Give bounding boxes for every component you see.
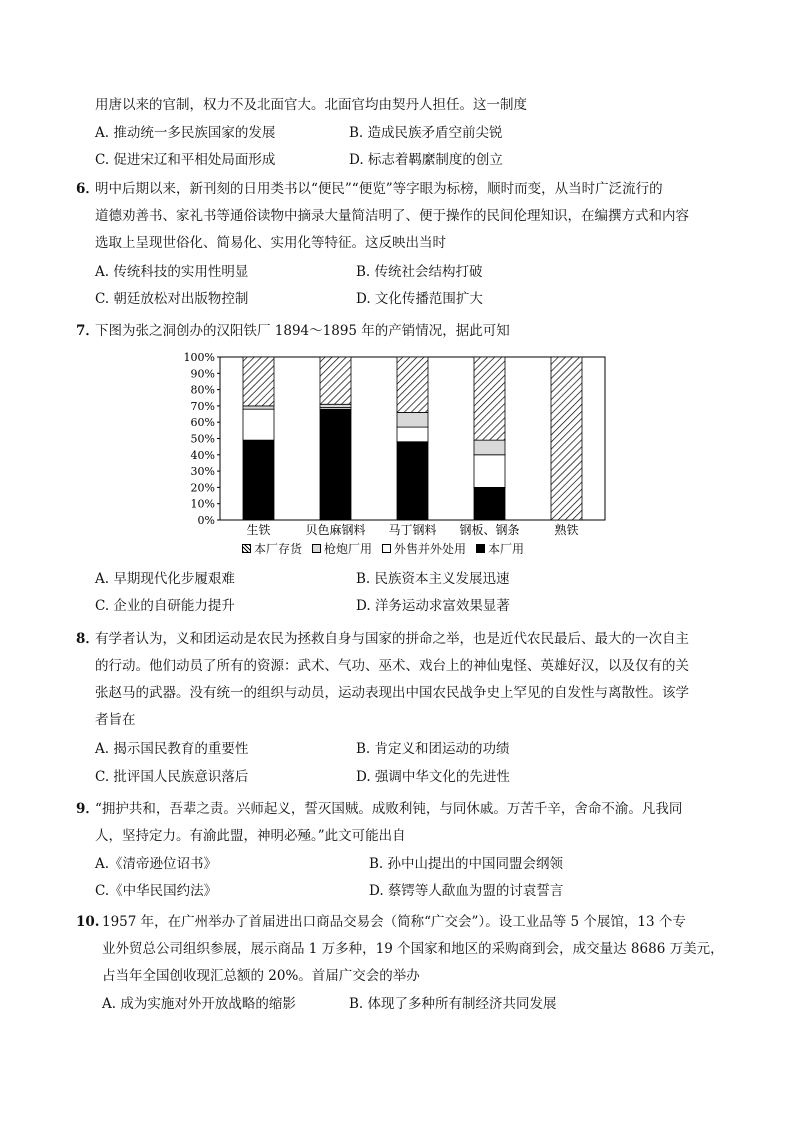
q9-stem-line-1: “拥护共和，吾辈之责。兴师起义，誓灭国贼。成败利钝，与同休戚。万苦千辛，舍命不渝。凡我同	[95, 801, 683, 817]
bar-segment	[320, 357, 351, 404]
legend-item-hatch	[242, 540, 302, 557]
stacked-bar-chart	[180, 346, 620, 546]
bar-segment	[243, 409, 274, 440]
legend-label: 本厂用	[488, 542, 525, 556]
y-tick-label: 70%	[190, 399, 215, 413]
legend-label: 枪炮厂用	[324, 542, 373, 556]
y-tick-label: 90%	[190, 367, 215, 381]
y-tick-label: 10%	[190, 497, 215, 511]
q6-stem-line-2: 道德劝善书、家礼书等通俗读物中摘录大量简洁明了、便于操作的民间伦理知识，在编撰方式和内容	[95, 208, 689, 224]
q6-option-c[interactable]: C. 朝廷放松对出版物控制	[95, 291, 249, 307]
q7-stem-line: 下图为张之洞创办的汉阳铁厂 1894～1895 年的产销情况，据此可知	[95, 323, 510, 339]
y-tick-label: 20%	[190, 481, 215, 495]
q7-option-b[interactable]: B. 民族资本主义发展迅速	[356, 571, 510, 587]
bar-segment	[243, 406, 274, 409]
q5-option-c[interactable]: C. 促进宋辽和平相处局面形成	[95, 152, 276, 168]
q5-stem-line: 用唐以来的官制，权力不及北面官大。北面官均由契丹人担任。这一制度	[95, 97, 527, 113]
chart-legend	[242, 540, 524, 557]
q10-stem-line-1: 1957 年，在广州举办了首届进出口商品交易会（简称“广交会”）。设工业品等 5 个展馆，13 个专	[102, 914, 686, 930]
q8-stem-line-2: 的行动。他们动员了所有的资源：武术、气功、巫术、戏台上的神仙鬼怪、英雄好汉，以及仅有的关	[95, 658, 689, 674]
x-category-label: 生铁	[246, 523, 271, 537]
q6-stem-line-1: 明中后期以来，新刊刻的日用类书以“便民”“便览”等字眼为标榜，顺时而变，从当时广泛流行的	[95, 181, 663, 197]
q5-option-a[interactable]: A. 推动统一多民族国家的发展	[95, 125, 276, 141]
legend-item-white	[382, 540, 466, 557]
q8-stem-line-3: 张赵马的武器。没有统一的组织与动员，运动表现出中国农民战争史上罕见的自发性与离散性。该学	[95, 685, 689, 701]
bar-segment	[474, 487, 505, 520]
q7-chart	[180, 346, 620, 561]
y-tick-label: 50%	[190, 432, 215, 446]
x-category-label: 钢板、钢条	[459, 523, 520, 537]
bar-segment	[474, 440, 505, 455]
legend-swatch-white	[382, 544, 391, 553]
legend-item-black	[476, 540, 524, 557]
bar-segment	[474, 357, 505, 440]
q7-option-c[interactable]: C. 企业的自研能力提升	[95, 598, 235, 614]
bar-segment	[243, 357, 274, 406]
x-category-label: 马丁钢料	[388, 523, 437, 537]
q8-option-d[interactable]: D. 强调中华文化的先进性	[356, 769, 510, 785]
legend-swatch-hatch	[242, 544, 251, 553]
q6-option-d[interactable]: D. 文化传播范围扩大	[356, 291, 483, 307]
q7-option-a[interactable]: A. 早期现代化步履艰难	[95, 571, 235, 587]
legend-label: 外售并外处用	[394, 542, 467, 556]
q8-stem-line-1: 有学者认为，义和团运动是农民为拯救自身与国家的拼命之举，也是近代农民最后、最大的一次自主	[95, 631, 689, 647]
y-tick-label: 0%	[197, 514, 215, 527]
bar-segment	[397, 357, 428, 412]
q9-number: 9．	[76, 801, 99, 817]
legend-label: 本厂存货	[254, 542, 303, 556]
q6-option-a[interactable]: A. 传统科技的实用性明显	[95, 264, 249, 280]
q8-stem-line-4: 者旨在	[95, 712, 136, 728]
y-tick-label: 40%	[190, 448, 215, 462]
q8-option-b[interactable]: B. 肯定义和团运动的功绩	[356, 741, 510, 757]
legend-swatch-gray	[312, 544, 321, 553]
q6-stem-line-3: 选取上呈现世俗化、简易化、实用化等特征。这反映出当时	[95, 235, 446, 251]
q8-option-c[interactable]: C. 批评国人民族意识落后	[95, 769, 249, 785]
x-category-label: 熟铁	[554, 523, 579, 537]
q8-option-a[interactable]: A. 揭示国民教育的重要性	[95, 741, 249, 757]
q10-stem-line-2: 业外贸总公司组织参展，展示商品 1 万多种，19 个国家和地区的采购商到会，成交量达 8686 万美元，	[102, 941, 724, 957]
bar-segment	[551, 357, 582, 520]
bar-segment	[474, 455, 505, 488]
legend-item-gray	[312, 540, 372, 557]
legend-swatch-black	[476, 544, 485, 553]
q10-stem-line-3: 占当年全国创收现汇总额的 20%。首届广交会的举办	[102, 968, 420, 984]
y-tick-label: 30%	[190, 465, 215, 479]
q8-number: 8．	[76, 631, 99, 647]
bar-segment	[397, 412, 428, 427]
q10-number: 10.	[76, 914, 100, 930]
q7-option-d[interactable]: D. 洋务运动求富效果显著	[356, 598, 510, 614]
q9-option-b[interactable]: B. 孙中山提出的中国同盟会纲领	[369, 856, 564, 872]
q10-option-a[interactable]: A. 成为实施对外开放战略的缩影	[102, 996, 296, 1012]
q7-number: 7．	[76, 323, 99, 339]
bar-segment	[320, 404, 351, 407]
y-tick-label: 60%	[190, 416, 215, 430]
bar-segment	[397, 427, 428, 442]
q5-option-b[interactable]: B. 造成民族矛盾空前尖锐	[349, 125, 503, 141]
q6-option-b[interactable]: B. 传统社会结构打破	[356, 264, 483, 280]
bar-segment	[397, 442, 428, 520]
y-tick-label: 100%	[183, 351, 215, 364]
q10-option-b[interactable]: B. 体现了多种所有制经济共同发展	[349, 996, 557, 1012]
bar-segment	[320, 409, 351, 520]
q9-stem-line-2: 人，坚持定力。有渝此盟，神明必殛。”此文可能出自	[95, 828, 406, 844]
x-category-label: 贝色麻钢料	[305, 523, 366, 537]
q9-option-a[interactable]: A.《清帝逊位诏书》	[95, 856, 218, 872]
q9-option-d[interactable]: D. 蔡锷等人歃血为盟的讨袁誓言	[369, 883, 564, 899]
bar-segment	[243, 440, 274, 520]
y-tick-label: 80%	[190, 383, 215, 397]
q9-option-c[interactable]: C.《中华民国约法》	[95, 883, 218, 899]
q5-option-d[interactable]: D. 标志着羁縻制度的创立	[349, 152, 503, 168]
q6-number: 6．	[76, 181, 99, 197]
